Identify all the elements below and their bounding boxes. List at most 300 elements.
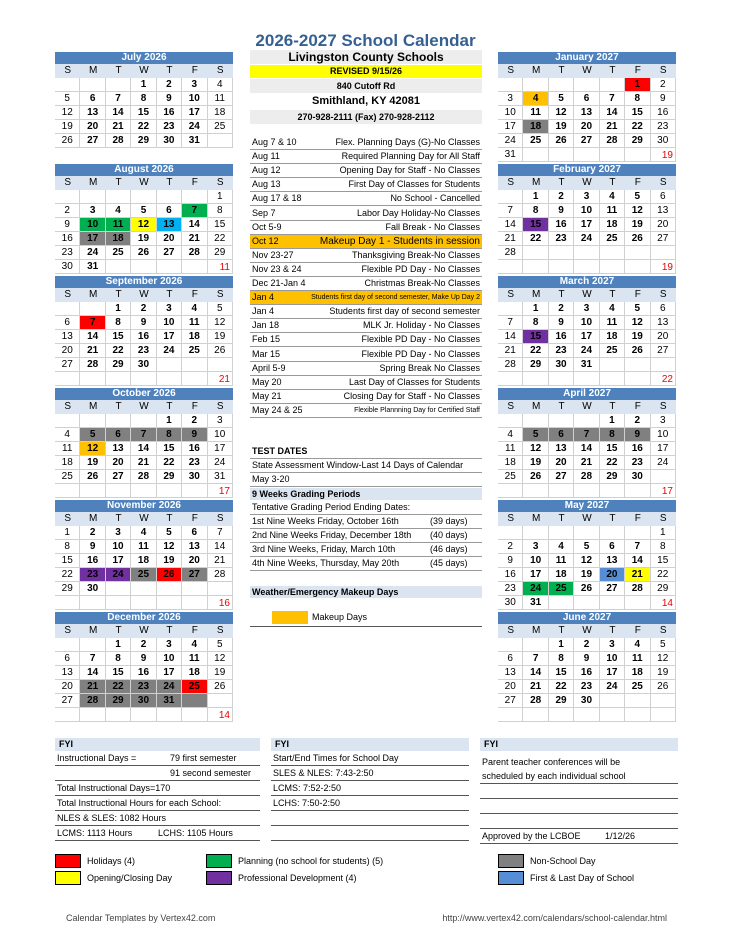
weekday-label: T xyxy=(115,401,122,412)
day-cell xyxy=(549,78,574,92)
day-cell: 5 xyxy=(523,428,548,442)
day-cell: 27 xyxy=(651,232,676,246)
nonschool-swatch xyxy=(498,854,524,868)
day-cell: 9 xyxy=(574,652,599,666)
day-cell: 1 xyxy=(106,302,131,316)
weekday-label: F xyxy=(191,625,198,636)
week-row xyxy=(498,638,676,652)
day-cell: 27 xyxy=(574,134,599,148)
weekday-label: W xyxy=(582,289,592,300)
grading-row: 2nd Nine Weeks Friday, December 18th (40 days) xyxy=(250,529,482,543)
day-cell xyxy=(523,260,548,274)
fyi-row: Start/End Times for School Day xyxy=(271,751,469,766)
weekday-label: S xyxy=(216,65,224,76)
week-row xyxy=(498,456,676,470)
day-cell xyxy=(182,708,207,722)
day-cell: 27 xyxy=(498,694,523,708)
day-cell xyxy=(523,246,548,260)
days-count: 19 xyxy=(661,150,673,161)
day-cell: 20 xyxy=(651,218,676,232)
week-row xyxy=(498,358,676,372)
day-cell: 22 xyxy=(106,680,131,694)
day-cell xyxy=(498,260,523,274)
day-cell xyxy=(55,78,80,92)
week-row xyxy=(498,470,676,484)
day-cell: 12 xyxy=(574,554,599,568)
day-cell: 11 xyxy=(131,540,156,554)
day-cell xyxy=(625,484,650,498)
day-cell: 20 xyxy=(157,232,182,246)
day-cell: 12 xyxy=(80,442,105,456)
month-may-2027 xyxy=(498,500,676,610)
day-cell xyxy=(625,694,650,708)
day-cell: 16 xyxy=(182,442,207,456)
weekday-label: W xyxy=(582,401,592,412)
week-row xyxy=(498,134,676,148)
day-cell: 17 xyxy=(157,666,182,680)
day-cell: 7 xyxy=(600,92,625,106)
fyi-text: Parent teacher conferences will be xyxy=(482,757,621,767)
weekday-label: S xyxy=(659,625,667,636)
day-cell: 9 xyxy=(182,428,207,442)
day-cell xyxy=(498,484,523,498)
event-date: May 24 & 25 xyxy=(252,404,303,415)
day-cell xyxy=(55,596,80,610)
week-row xyxy=(55,638,233,652)
day-cell: 5 xyxy=(625,302,650,316)
weekday-label: W xyxy=(582,177,592,188)
day-cell: 4 xyxy=(182,638,207,652)
day-cell xyxy=(131,414,156,428)
day-cell xyxy=(498,708,523,722)
month-title: January 2027 xyxy=(498,52,676,64)
day-cell: 9 xyxy=(498,554,523,568)
month-april-2027 xyxy=(498,388,676,498)
event-text: Flexible PD Day - No Classes xyxy=(361,348,480,359)
day-cell: 12 xyxy=(625,204,650,218)
day-cell: 29 xyxy=(523,358,548,372)
day-cell xyxy=(549,246,574,260)
days-count: 14 xyxy=(218,710,230,721)
day-cell: 14 xyxy=(182,218,207,232)
day-cell: 23 xyxy=(131,344,156,358)
day-cell xyxy=(600,484,625,498)
day-cell: 27 xyxy=(182,568,207,582)
days-count: 19 xyxy=(661,262,673,273)
day-cell: 11 xyxy=(498,442,523,456)
day-cell: 19 xyxy=(574,568,599,582)
week-row xyxy=(498,106,676,120)
day-cell: 18 xyxy=(55,456,80,470)
day-cell: 8 xyxy=(523,316,548,330)
week-row xyxy=(498,568,676,582)
fyi-row xyxy=(480,814,678,829)
event-text: MLK Jr. Holiday - No Classes xyxy=(362,320,480,331)
day-cell: 25 xyxy=(131,568,156,582)
fyi-row: Approved by the LCBOE 1/12/26 xyxy=(480,829,678,844)
day-cell: 31 xyxy=(208,470,233,484)
day-cell xyxy=(498,414,523,428)
day-cell: 11 xyxy=(106,218,131,232)
weekday-label: M xyxy=(531,289,541,300)
day-cell: 13 xyxy=(157,218,182,232)
weekday-header xyxy=(55,512,233,526)
event-date: Feb 15 xyxy=(252,334,281,345)
week-row xyxy=(498,78,676,92)
day-cell: 20 xyxy=(651,330,676,344)
day-cell: 14 xyxy=(600,106,625,120)
day-cell: 21 xyxy=(80,344,105,358)
weekday-label: M xyxy=(88,401,98,412)
day-cell xyxy=(498,638,523,652)
grading-row: 3rd Nine Weeks, Friday, March 10th (46 days) xyxy=(250,543,482,557)
day-cell: 20 xyxy=(600,568,625,582)
week-row xyxy=(55,666,233,680)
day-cell: 9 xyxy=(80,540,105,554)
day-cell: 27 xyxy=(106,470,131,484)
day-cell xyxy=(182,372,207,386)
day-cell: 5 xyxy=(208,302,233,316)
week-row xyxy=(498,442,676,456)
weekday-label: T xyxy=(558,401,565,412)
week-row xyxy=(55,568,233,582)
day-cell xyxy=(574,414,599,428)
day-cell: 9 xyxy=(549,316,574,330)
day-cell: 11 xyxy=(600,316,625,330)
day-cell: 22 xyxy=(523,344,548,358)
event-date: Oct 12 xyxy=(252,235,279,246)
day-cell: 7 xyxy=(498,204,523,218)
weekday-label: M xyxy=(531,625,541,636)
day-cell: 6 xyxy=(574,92,599,106)
week-row xyxy=(498,428,676,442)
week-row xyxy=(55,414,233,428)
day-cell: 29 xyxy=(625,134,650,148)
day-cell xyxy=(651,708,676,722)
event-date: Aug 13 xyxy=(252,179,281,190)
weekday-label: W xyxy=(139,513,149,524)
week-row xyxy=(498,372,676,386)
day-cell: 2 xyxy=(182,414,207,428)
day-cell: 16 xyxy=(55,232,80,246)
day-cell xyxy=(208,358,233,372)
week-row xyxy=(498,92,676,106)
day-cell: 19 xyxy=(625,218,650,232)
grading-subtitle: Tentative Grading Period Ending Dates: xyxy=(250,501,482,515)
weekday-label: T xyxy=(609,65,616,76)
month-title: September 2026 xyxy=(55,276,233,288)
event-text: Flexible PD Day - No Classes xyxy=(361,334,480,345)
test-grading-section xyxy=(250,445,482,625)
day-cell: 10 xyxy=(498,106,523,120)
day-cell: 15 xyxy=(600,442,625,456)
day-cell xyxy=(80,414,105,428)
day-cell: 7 xyxy=(182,204,207,218)
day-cell: 21 xyxy=(498,232,523,246)
day-cell xyxy=(625,148,650,162)
day-cell: 13 xyxy=(574,106,599,120)
week-row xyxy=(55,344,233,358)
day-cell xyxy=(549,148,574,162)
day-cell: 4 xyxy=(600,302,625,316)
day-cell: 19 xyxy=(208,330,233,344)
weekday-label: S xyxy=(507,513,515,524)
day-cell xyxy=(157,596,182,610)
day-cell: 29 xyxy=(600,470,625,484)
day-cell: 20 xyxy=(80,120,105,134)
day-cell: 25 xyxy=(523,134,548,148)
day-cell: 22 xyxy=(523,232,548,246)
weekday-label: T xyxy=(558,513,565,524)
week-row xyxy=(55,190,233,204)
day-cell: 3 xyxy=(651,414,676,428)
day-cell: 30 xyxy=(625,470,650,484)
day-cell: 23 xyxy=(549,232,574,246)
school-header xyxy=(250,50,482,150)
event-row xyxy=(250,221,482,235)
test-dates-row: May 3-20 xyxy=(250,473,482,487)
day-cell: 9 xyxy=(625,428,650,442)
day-cell: 30 xyxy=(80,582,105,596)
event-date: Jan 4 xyxy=(252,306,275,317)
day-cell: 26 xyxy=(80,470,105,484)
weekday-header xyxy=(55,176,233,190)
weekday-label: F xyxy=(634,625,641,636)
weekday-label: W xyxy=(139,289,149,300)
weekday-label: S xyxy=(659,513,667,524)
day-cell: 31 xyxy=(498,148,523,162)
day-cell xyxy=(208,134,233,148)
day-cell xyxy=(55,302,80,316)
weekday-label: S xyxy=(64,625,72,636)
event-row xyxy=(250,404,482,418)
day-cell: 28 xyxy=(574,470,599,484)
day-cell: 6 xyxy=(549,428,574,442)
legend-planning: Planning (no school for students) (5) xyxy=(206,854,383,868)
day-cell: 13 xyxy=(55,666,80,680)
day-cell xyxy=(625,372,650,386)
day-cell: 12 xyxy=(549,106,574,120)
day-cell: 12 xyxy=(208,652,233,666)
day-cell: 24 xyxy=(182,120,207,134)
day-cell: 20 xyxy=(549,456,574,470)
fyi-conferences xyxy=(480,738,678,844)
day-cell: 8 xyxy=(157,428,182,442)
weekday-label: M xyxy=(531,513,541,524)
day-cell xyxy=(651,358,676,372)
day-cell: 24 xyxy=(106,568,131,582)
day-cell: 3 xyxy=(80,204,105,218)
legend-opening: Opening/Closing Day xyxy=(55,871,172,885)
month-title: October 2026 xyxy=(55,388,233,400)
day-cell: 4 xyxy=(625,638,650,652)
day-cell: 22 xyxy=(625,120,650,134)
day-cell: 11 xyxy=(549,554,574,568)
day-cell: 12 xyxy=(55,106,80,120)
day-cell xyxy=(574,708,599,722)
day-cell: 4 xyxy=(600,190,625,204)
week-row xyxy=(55,694,233,708)
day-cell: 8 xyxy=(55,540,80,554)
day-cell: 3 xyxy=(574,302,599,316)
day-cell: 28 xyxy=(106,134,131,148)
day-cell xyxy=(131,484,156,498)
day-cell xyxy=(106,708,131,722)
days-count: 17 xyxy=(218,486,230,497)
day-cell: 13 xyxy=(600,554,625,568)
day-cell xyxy=(574,596,599,610)
day-cell: 3 xyxy=(157,302,182,316)
day-cell: 9 xyxy=(157,92,182,106)
event-row xyxy=(250,362,482,376)
day-cell: 19 xyxy=(55,120,80,134)
day-cell: 16 xyxy=(131,330,156,344)
month-title: February 2027 xyxy=(498,164,676,176)
day-cell: 7 xyxy=(208,526,233,540)
day-cell: 27 xyxy=(55,358,80,372)
day-cell: 3 xyxy=(600,638,625,652)
weekday-header xyxy=(55,64,233,78)
event-date: Aug 7 & 10 xyxy=(252,137,297,147)
day-cell xyxy=(80,190,105,204)
day-cell xyxy=(182,694,207,708)
day-cell: 29 xyxy=(208,246,233,260)
month-title: July 2026 xyxy=(55,52,233,64)
fyi-times xyxy=(271,738,469,841)
day-cell: 25 xyxy=(498,470,523,484)
day-cell: 11 xyxy=(523,106,548,120)
day-cell xyxy=(600,596,625,610)
weekday-header xyxy=(498,512,676,526)
event-row xyxy=(250,164,482,178)
day-cell xyxy=(80,484,105,498)
day-cell: 15 xyxy=(55,554,80,568)
day-cell: 2 xyxy=(131,638,156,652)
fyi-heading: FYI xyxy=(55,738,260,751)
day-cell xyxy=(208,582,233,596)
weekday-label: F xyxy=(634,177,641,188)
day-cell xyxy=(80,372,105,386)
month-december-2026 xyxy=(55,612,233,722)
day-cell xyxy=(523,708,548,722)
day-cell: 28 xyxy=(600,134,625,148)
day-cell: 5 xyxy=(208,638,233,652)
weekday-label: W xyxy=(582,513,592,524)
day-cell: 3 xyxy=(157,638,182,652)
weekday-label: T xyxy=(166,401,173,412)
day-cell: 6 xyxy=(106,428,131,442)
day-cell: 26 xyxy=(549,134,574,148)
day-cell: 31 xyxy=(80,260,105,274)
day-cell: 13 xyxy=(55,330,80,344)
day-cell: 1 xyxy=(106,638,131,652)
week-row xyxy=(498,302,676,316)
day-cell: 18 xyxy=(549,568,574,582)
weekday-label: T xyxy=(609,289,616,300)
day-cell: 24 xyxy=(157,680,182,694)
day-cell: 9 xyxy=(549,204,574,218)
day-cell xyxy=(600,78,625,92)
day-cell: 25 xyxy=(625,680,650,694)
day-cell: 19 xyxy=(131,232,156,246)
weekday-label: S xyxy=(64,177,72,188)
day-cell xyxy=(600,372,625,386)
day-cell: 17 xyxy=(80,232,105,246)
day-cell xyxy=(106,190,131,204)
day-cell: 22 xyxy=(651,568,676,582)
day-cell: 28 xyxy=(182,246,207,260)
week-row xyxy=(55,680,233,694)
day-cell: 21 xyxy=(523,680,548,694)
day-cell: 27 xyxy=(157,246,182,260)
day-cell: 30 xyxy=(651,134,676,148)
weekday-label: T xyxy=(558,177,565,188)
week-row xyxy=(55,246,233,260)
school-name: Livingston County Schools xyxy=(250,50,482,64)
week-row xyxy=(498,596,676,610)
fyi-heading: FYI xyxy=(480,738,678,751)
week-row xyxy=(55,470,233,484)
month-title: December 2026 xyxy=(55,612,233,624)
days-count: 22 xyxy=(661,374,673,385)
day-cell: 30 xyxy=(574,694,599,708)
day-cell: 28 xyxy=(498,358,523,372)
weekday-label: T xyxy=(609,625,616,636)
day-cell: 9 xyxy=(131,316,156,330)
day-cell: 15 xyxy=(523,330,548,344)
event-row xyxy=(250,178,482,192)
day-cell xyxy=(651,246,676,260)
day-cell: 9 xyxy=(131,652,156,666)
weekday-label: S xyxy=(507,177,515,188)
day-cell: 1 xyxy=(600,414,625,428)
day-cell: 17 xyxy=(574,218,599,232)
weekday-label: T xyxy=(166,513,173,524)
day-cell: 19 xyxy=(651,666,676,680)
day-cell: 13 xyxy=(498,666,523,680)
day-cell xyxy=(106,582,131,596)
day-cell: 27 xyxy=(549,470,574,484)
event-text: Spring Break No Classes xyxy=(379,362,480,373)
day-cell: 23 xyxy=(549,344,574,358)
day-cell: 6 xyxy=(55,652,80,666)
weekday-label: M xyxy=(88,65,98,76)
day-cell: 27 xyxy=(55,694,80,708)
day-cell: 13 xyxy=(549,442,574,456)
weekday-label: S xyxy=(64,289,72,300)
day-cell: 5 xyxy=(651,638,676,652)
day-cell: 11 xyxy=(625,652,650,666)
weekday-label: W xyxy=(582,625,592,636)
day-cell: 14 xyxy=(498,218,523,232)
week-row xyxy=(498,582,676,596)
day-cell: 24 xyxy=(157,344,182,358)
day-cell xyxy=(549,708,574,722)
day-cell: 31 xyxy=(182,134,207,148)
day-cell: 18 xyxy=(106,232,131,246)
event-row xyxy=(250,150,482,164)
day-cell: 1 xyxy=(208,190,233,204)
fyi-heading: FYI xyxy=(271,738,469,751)
weekday-header xyxy=(498,400,676,414)
event-date: May 20 xyxy=(252,376,282,387)
day-cell xyxy=(106,260,131,274)
weekday-label: F xyxy=(191,401,198,412)
day-cell: 8 xyxy=(523,204,548,218)
event-row xyxy=(250,277,482,291)
day-cell xyxy=(55,414,80,428)
day-cell: 6 xyxy=(651,302,676,316)
